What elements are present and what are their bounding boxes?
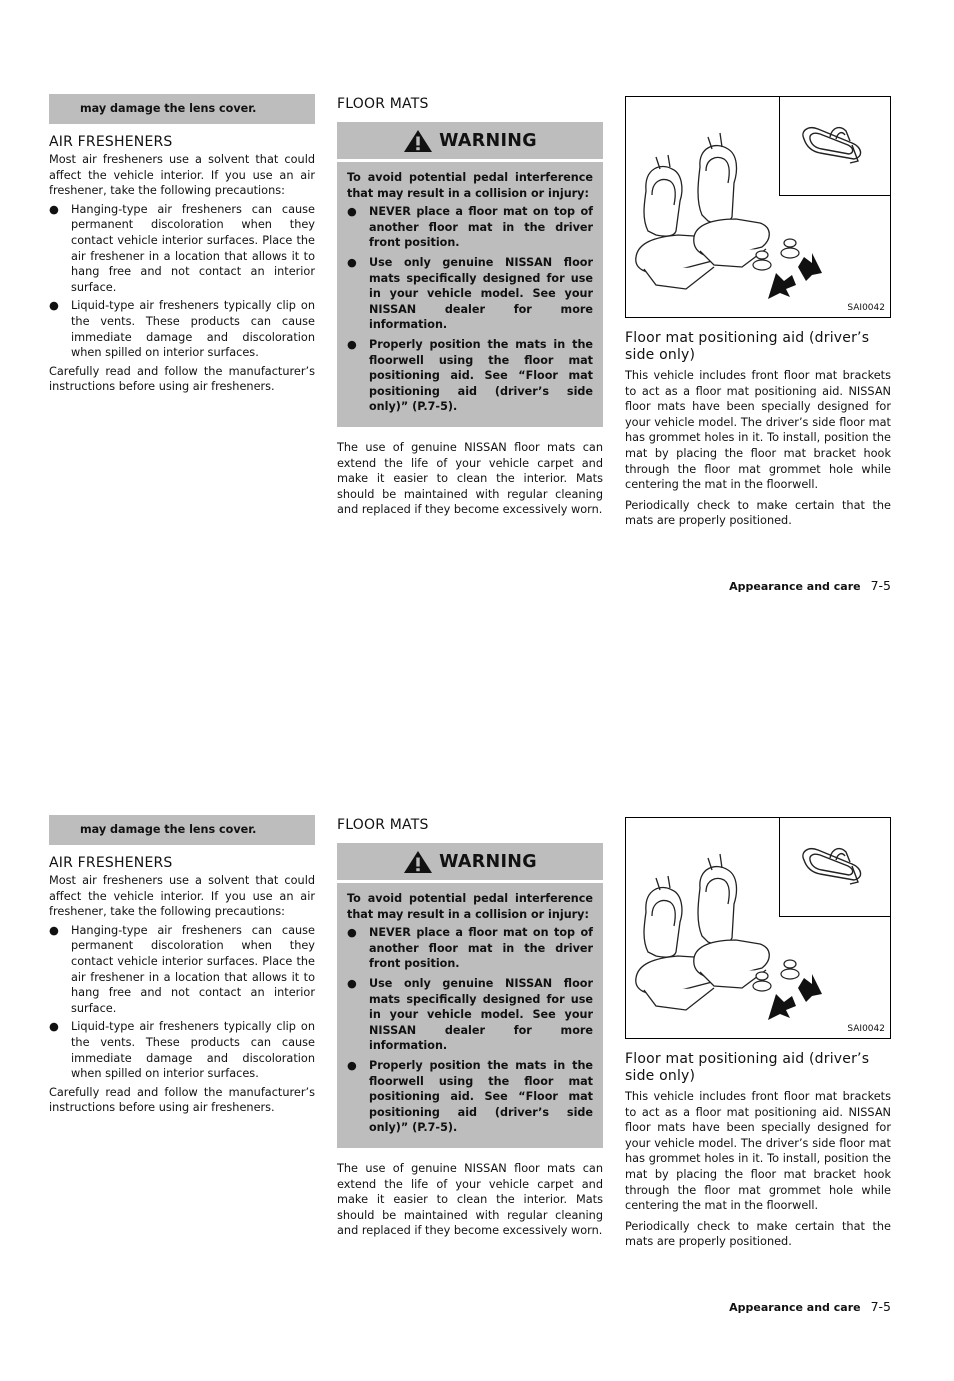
list-item: ● Liquid-type air fresheners typically clip on the vents. These products can cause immediate damage and discoloration when spilled on interior surfaces. [49,1020,315,1081]
right-column [625,817,891,1250]
air-fresheners-list [49,923,315,1082]
bullet-icon: ● [347,255,357,269]
bullet-icon: ● [49,1020,59,1034]
positioning-aid-heading: Floor mat positioning aid (driver’s side only) [625,330,870,363]
warning-list [347,204,593,415]
bullet-icon: ● [347,337,357,351]
floor-mats-body: The use of genuine NISSAN floor mats can extend the life of your vehicle carpet and make it easier to clean the interior. Mats should be maintained with regular cleaning and replaced if they become excessively worn. [337,1161,603,1238]
warning-list [347,925,593,1136]
list-item: ● Properly position the mats in the floorwell using the floor mat positioning aid. See “Floor mat positioning aid (driver’s side only)” (P.7-5). [347,337,593,414]
air-fresheners-heading: AIR FRESHENERS [49,855,173,871]
floor-mat-figure [625,817,891,1039]
list-item: ● Liquid-type air fresheners typically clip on the vents. These products can cause immediate damage and discoloration when spilled on interior surfaces. [49,299,315,360]
lens-note-box: may damage the lens cover. [49,815,315,845]
warning-triangle-icon [403,129,433,153]
floor-mats-body: The use of genuine NISSAN floor mats can extend the life of your vehicle carpet and make it easier to clean the interior. Mats should be maintained with regular cleaning and replaced if they become excessively worn. [337,440,603,517]
floor-mat-figure [625,96,891,318]
manual-page [0,0,954,660]
positioning-aid-body: This vehicle includes front floor mat brackets to act as a floor mat positioning aid. NISSAN floor mats have been specially designed for your vehicle model. The driver’s side floor mat has grommet holes in it. To install, position the mat by placing the floor mat bracket hook through the floor mat grommet hole while centering the mat in the floorwell. [625,1090,891,1213]
left-column [49,815,315,1116]
warning-intro: To avoid potential pedal interference that may result in a collision or injury: [347,892,593,921]
bullet-icon: ● [49,299,59,313]
warning-box [337,122,603,427]
page-number: 7-5 [870,1299,891,1314]
air-fresheners-intro: Most air fresheners use a solvent that could affect the vehicle interior. If you use an air freshener, take the following precautions: [49,874,315,919]
bullet-icon: ● [49,923,59,937]
page-footer [729,1299,891,1314]
list-item: ● Hanging-type air fresheners can cause permanent discoloration when they contact vehicle interior surfaces. Place the air freshener in a location that allows it to hang free and not contact an interior surface. [49,923,315,1015]
air-fresheners-closing: Carefully read and follow the manufacturer’s instructions before using air fresheners. [49,1085,315,1115]
air-fresheners-intro: Most air fresheners use a solvent that could affect the vehicle interior. If you use an air freshener, take the following precautions: [49,153,315,198]
bullet-icon: ● [347,205,357,219]
bullet-icon: ● [347,976,357,990]
seats-illustration [626,818,890,1038]
seats-illustration [626,97,890,317]
list-item: ● Use only genuine NISSAN floor mats specifically designed for use in your vehicle model. See your NISSAN dealer for more information. [347,976,593,1053]
figure-code: SAI0042 [847,303,885,313]
positioning-aid-note: Periodically check to make certain that the mats are properly positioned. [625,1219,891,1249]
list-item: ● NEVER place a floor mat on top of another floor mat in the driver front position. [347,926,593,971]
warning-intro: To avoid potential pedal interference that may result in a collision or injury: [347,171,593,200]
list-item: ● Hanging-type air fresheners can cause permanent discoloration when they contact vehicle interior surfaces. Place the air freshener in a location that allows it to hang free and not contact an interior surface. [49,202,315,294]
warning-triangle-icon [403,850,433,874]
warning-content [337,883,603,1136]
footer-section-name: Appearance and care [729,580,861,593]
middle-column [337,817,603,1239]
bullet-icon: ● [347,1058,357,1072]
warning-header [337,122,603,162]
air-fresheners-closing: Carefully read and follow the manufacturer’s instructions before using air fresheners. [49,364,315,394]
positioning-aid-heading: Floor mat positioning aid (driver’s side only) [625,1051,870,1084]
bullet-icon: ● [347,926,357,940]
right-column [625,96,891,529]
bullet-icon: ● [49,202,59,216]
list-item: ● NEVER place a floor mat on top of another floor mat in the driver front position. [347,205,593,250]
list-item: ● Properly position the mats in the floorwell using the floor mat positioning aid. See “Floor mat positioning aid (driver’s side only)” (P.7-5). [347,1058,593,1135]
positioning-aid-body: This vehicle includes front floor mat brackets to act as a floor mat positioning aid. NISSAN floor mats have been specially designed for your vehicle model. The driver’s side floor mat has grommet holes in it. To install, position the mat by placing the floor mat bracket hook through the floor mat grommet hole while centering the mat in the floorwell. [625,369,891,492]
left-column [49,94,315,395]
air-fresheners-heading: AIR FRESHENERS [49,134,173,150]
list-item: ● Use only genuine NISSAN floor mats specifically designed for use in your vehicle model. See your NISSAN dealer for more information. [347,255,593,332]
positioning-aid-note: Periodically check to make certain that the mats are properly positioned. [625,498,891,528]
warning-label: WARNING [439,851,537,872]
warning-content [337,162,603,415]
warning-box [337,843,603,1148]
page-footer [729,578,891,593]
floor-mats-heading: FLOOR MATS [337,817,429,833]
floor-mats-heading: FLOOR MATS [337,96,429,112]
warning-header [337,843,603,883]
middle-column [337,96,603,518]
lens-note-box: may damage the lens cover. [49,94,315,124]
figure-code: SAI0042 [847,1024,885,1034]
air-fresheners-list [49,202,315,361]
page-number: 7-5 [870,578,891,593]
manual-page [0,721,954,1381]
footer-section-name: Appearance and care [729,1301,861,1314]
warning-label: WARNING [439,130,537,151]
